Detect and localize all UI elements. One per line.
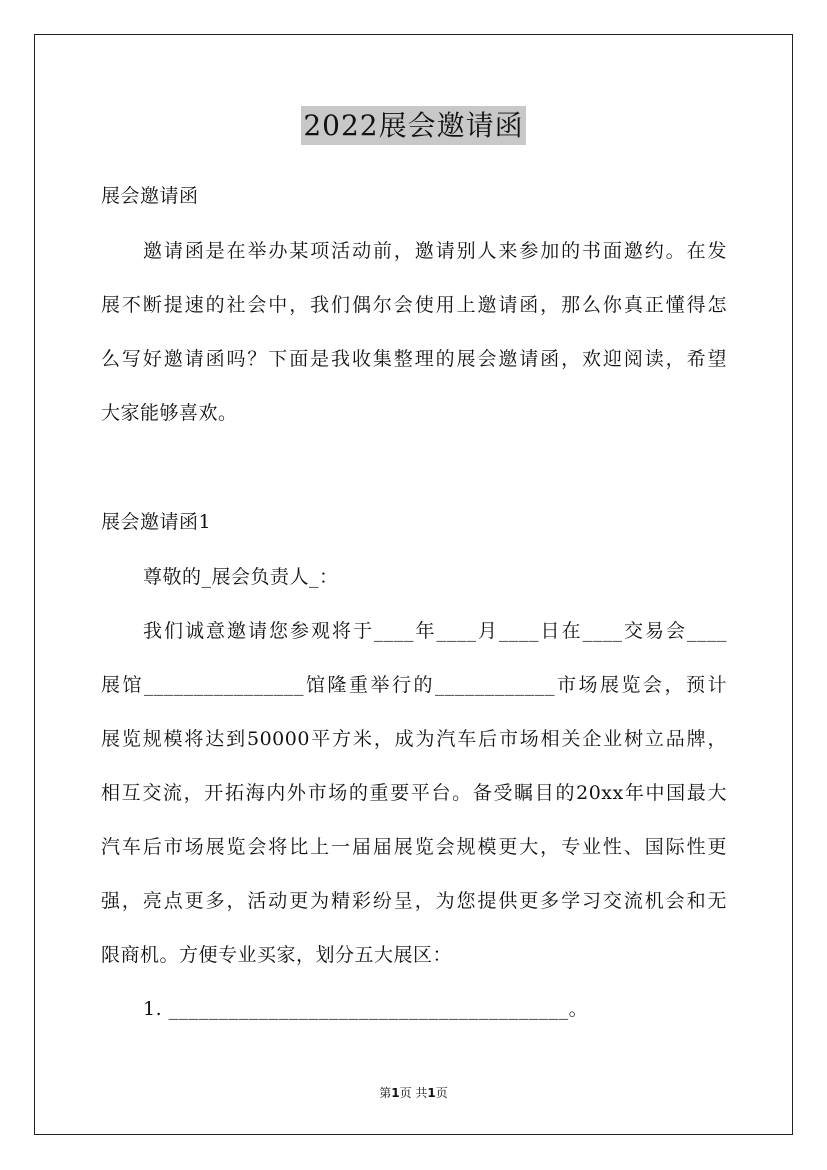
- list-item: 1. ________________________________________。: [143, 998, 589, 1020]
- paragraph-line: 我们诚意邀请您参观将于____年____月____日在____交易会____: [143, 620, 727, 642]
- paragraph-line: 邀请函是在举办某项活动前，邀请别人来参加的书面邀约。在发: [143, 240, 727, 262]
- footer-page-number: 1: [391, 1086, 400, 1100]
- section-heading: 展会邀请函1: [101, 511, 212, 533]
- paragraph-line: 强，亮点更多，活动更为精彩纷呈，为您提供更多学习交流机会和无: [101, 890, 727, 912]
- footer-suffix: 页: [435, 1086, 448, 1100]
- paragraph-line: 么写好邀请函吗？下面是我收集整理的展会邀请函，欢迎阅读，希望: [101, 348, 727, 370]
- paragraph-line: 展馆________________馆隆重举行的____________市场展览会，预计: [101, 674, 727, 696]
- page-footer: [0, 1084, 827, 1101]
- footer-middle: 页 共: [399, 1086, 428, 1100]
- section-heading: 展会邀请函: [101, 185, 199, 207]
- paragraph-line: 相互交流，开拓海内外市场的重要平台。备受瞩目的20xx年中国最大: [101, 782, 727, 804]
- footer-prefix: 第: [379, 1086, 392, 1100]
- paragraph-line: 大家能够喜欢。: [101, 402, 238, 424]
- footer-page-total: 1: [427, 1086, 436, 1100]
- paragraph-line: 展不断提速的社会中，我们偶尔会使用上邀请函，那么你真正懂得怎: [101, 294, 727, 316]
- paragraph-line: 汽车后市场展览会将比上一届届展览会规模更大，专业性、国际性更: [101, 836, 727, 858]
- paragraph-line: 展览规模将达到50000平方米，成为汽车后市场相关企业树立品牌，: [101, 728, 727, 750]
- salutation: 尊敬的_展会负责人_：: [143, 566, 339, 588]
- paragraph-line: 限商机。方便专业买家，划分五大展区：: [101, 944, 453, 966]
- document-title: 2022展会邀请函: [301, 106, 525, 145]
- document-title-block: [0, 104, 827, 144]
